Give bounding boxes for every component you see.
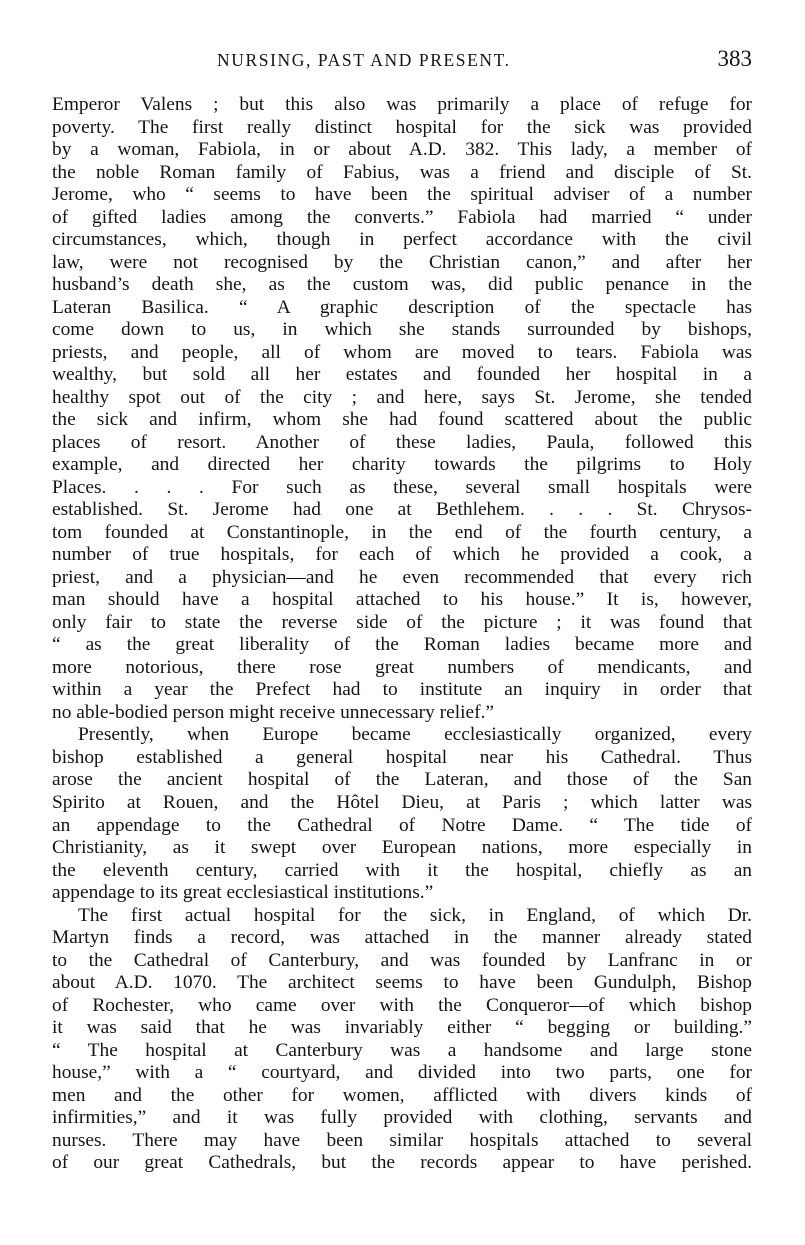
text-line: of gifted ladies among the converts.” Fabiola had married “ under [52,206,752,228]
text-line: the noble Roman family of Fabius, was a friend and disciple of St. [52,161,752,183]
text-line: it was said that he was invariably either “ begging or building.” [52,1017,752,1039]
page-number: 383 [717,46,752,71]
text-line: more notorious, there rose great numbers of mendicants, and [52,656,752,678]
text-line: about A.D. 1070. The architect seems to have been Gundulph, Bishop [52,972,752,994]
text-line: of our great Cathedrals, but the records appear to have perished. [52,1152,752,1174]
text-line: priests, and people, all of whom are moved to tears. Fabiola was [52,341,752,363]
text-line: Emperor Valens ; but this also was primarily a place of refuge for [52,94,752,115]
text-line: Presently, when Europe became ecclesiastically organized, every [78,724,752,746]
text-line: established. St. Jerome had one at Bethlehem. . . . St. Chrysos- [52,499,752,521]
text-line: no able-bodied person might receive unnecessary relief.” [52,701,495,723]
text-line: come down to us, in which she stands surrounded by bishops, [52,319,752,341]
text-line: number of true hospitals, for each of which he provided a cook, a [52,544,752,566]
text-line: tom founded at Constantinople, in the end of the fourth century, a [52,521,752,543]
text-line: bishop established a general hospital near his Cathedral. Thus [52,746,752,768]
text-line: Christianity, as it swept over European nations, more especially in [52,837,752,859]
text-line: the eleventh century, carried with it the hospital, chiefly as an [52,859,752,881]
text-line: only fair to state the reverse side of the picture ; it was found that [52,611,752,633]
body-text [52,94,752,1175]
text-line: Martyn finds a record, was attached in the manner already stated [52,927,752,949]
text-line: Lateran Basilica. “ A graphic description of the spectacle has [52,296,752,318]
text-line: within a year the Prefect had to institute an inquiry in order that [52,679,752,701]
text-line: nurses. There may have been similar hospitals attached to several [52,1129,752,1151]
text-line: wealthy, but sold all her estates and founded her hospital in a [52,364,752,386]
text-line: priest, and a physician—and he even recommended that every rich [52,566,752,588]
text-line: an appendage to the Cathedral of Notre Dame. “ The tide of [52,814,752,836]
text-line: of Rochester, who came over with the Conqueror—of which bishop [52,994,752,1016]
text-line: healthy spot out of the city ; and here, says St. Jerome, she tended [52,386,752,408]
text-line: “ as the great liberality of the Roman ladies became more and [52,634,752,656]
text-line: places of resort. Another of these ladies, Paula, followed this [52,431,752,453]
text-line: law, were not recognised by the Christian canon,” and after her [52,251,752,273]
text-line: man should have a hospital attached to his house.” It is, however, [52,589,752,611]
text-line: The first actual hospital for the sick, in England, of which Dr. [78,904,752,926]
text-line: circumstances, which, though in perfect accordance with the civil [52,229,752,251]
text-line: example, and directed her charity towards the pilgrims to Holy [52,454,752,476]
text-line: “ The hospital at Canterbury was a handsome and large stone [52,1039,752,1061]
text-line: appendage to its great ecclesiastical institutions.” [52,882,434,904]
text-line: by a woman, Fabiola, in or about A.D. 382. This lady, a member of [52,139,752,161]
text-line: men and the other for women, afflicted with divers kinds of [52,1084,752,1106]
page-header [52,44,752,84]
text-line: house,” with a “ courtyard, and divided into two parts, one for [52,1062,752,1084]
text-line: Spirito at Rouen, and the Hôtel Dieu, at Paris ; which latter was [52,791,752,813]
text-line: to the Cathedral of Canterbury, and was founded by Lanfranc in or [52,949,752,971]
text-line: the sick and infirm, whom she had found scattered about the public [52,409,752,431]
text-line: arose the ancient hospital of the Lateran, and those of the San [52,769,752,791]
text-line: Places. . . . For such as these, several small hospitals were [52,476,752,498]
text-line: Jerome, who “ seems to have been the spiritual adviser of a number [52,184,752,206]
text-line: infirmities,” and it was fully provided with clothing, servants and [52,1107,752,1129]
text-line: poverty. The first really distinct hospital for the sick was provided [52,116,752,138]
text-line: husband’s death she, as the custom was, did public penance in the [52,274,752,296]
running-title: NURSING, PAST AND PRESENT. [217,50,511,70]
